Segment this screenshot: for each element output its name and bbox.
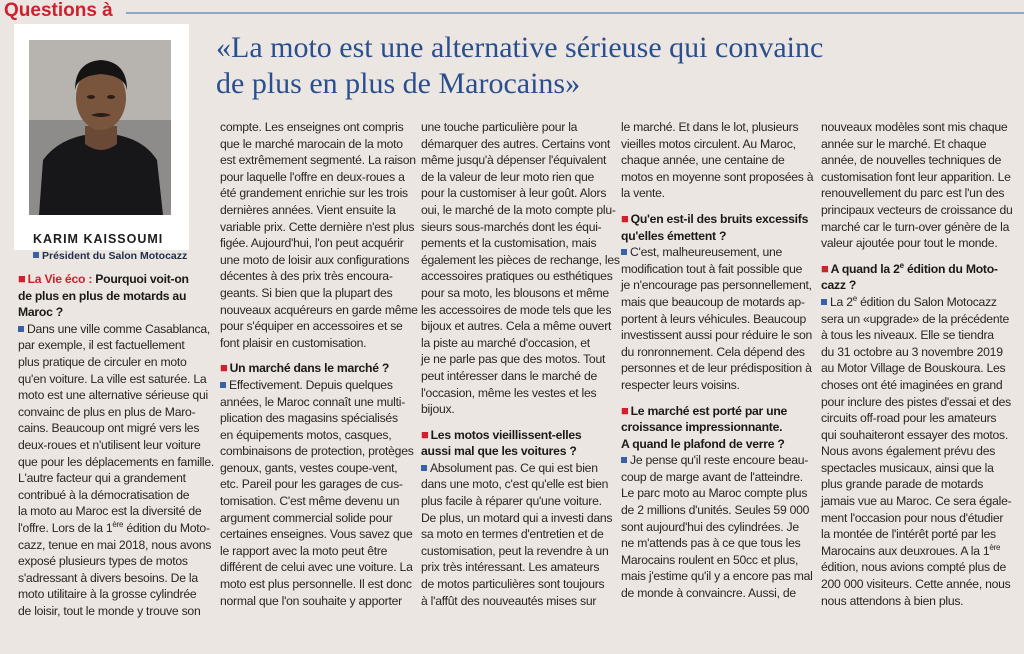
text-line: été grandement enrichie sur les trois bbox=[220, 186, 408, 201]
red-square-bullet-icon: ■ bbox=[220, 360, 228, 376]
text-line: de 2 millions d'unités. Seules 59 000 bbox=[621, 503, 810, 518]
text-line: Marocains roulent en 50cc et plus, bbox=[621, 552, 799, 567]
text-line: plus facile à réparer qu'une voiture. bbox=[421, 494, 602, 509]
interviewee-name: KARIM KAISSOUMI bbox=[33, 232, 164, 246]
question-2 bbox=[220, 360, 406, 377]
column-5 bbox=[821, 119, 1011, 609]
text-line: mais j'estime qu'il y a encore pas mal bbox=[621, 569, 813, 584]
text-line: du 31 octobre au 3 novembre 2019 bbox=[821, 344, 1003, 359]
text-line: de monde à convaincre. Aussi, de bbox=[621, 586, 796, 601]
answer-line bbox=[621, 452, 807, 469]
text-line: normal que l'on souhaite y apporter bbox=[220, 593, 402, 608]
text-line: motos en moyenne sont proposées à bbox=[621, 169, 814, 184]
role-text: Président du Salon Motocazz bbox=[42, 250, 188, 262]
text-line: qui souhaiteront essayer des motos. bbox=[821, 427, 1009, 442]
text-line: qu'en voiture. La ville est saturée. La bbox=[18, 371, 207, 386]
red-square-bullet-icon: ■ bbox=[621, 402, 629, 418]
text-line: contribué à la démocratisation de bbox=[18, 487, 190, 502]
headline-line-1: «La moto est une alternative sérieuse qui convainc bbox=[216, 31, 824, 64]
text-line: différent de celui avec une voiture. La bbox=[220, 560, 413, 575]
text-line: pour laquelle l'offre en deux-roues a bbox=[220, 169, 405, 184]
text-line: Je pense qu'il reste encoure beau- bbox=[630, 453, 809, 468]
text-line: est extrêmement segmenté. La raison bbox=[220, 153, 416, 168]
question-4 bbox=[621, 211, 807, 228]
text-line: nouveaux acquéreurs en garde même bbox=[220, 302, 418, 317]
text-line: bijoux et autres. Cela a même ouvert bbox=[421, 319, 612, 334]
spacer bbox=[220, 351, 406, 360]
red-square-bullet-icon: ■ bbox=[621, 210, 629, 226]
text-line: pour inclure des pistes d'essai et des bbox=[821, 394, 1011, 409]
red-square-bullet-icon: ■ bbox=[18, 271, 26, 286]
text-line: le marché. Et dans le lot, plusieurs bbox=[621, 120, 799, 134]
text-line: figée. Aujourd'hui, l'on peut acquérir bbox=[220, 236, 404, 251]
text-line: renouvellement du parc est l'un des bbox=[821, 186, 1005, 201]
blue-square-bullet-icon bbox=[621, 249, 627, 255]
text-line: Dans une ville comme Casablanca, bbox=[27, 321, 211, 336]
text-line: geants. Si bien que la plupart des bbox=[220, 285, 393, 300]
text-line: convainc de plus en plus de Maro- bbox=[18, 404, 196, 419]
question-prefix: La Vie éco : bbox=[27, 272, 93, 286]
text-line: Absolument pas. Ce qui est bien bbox=[430, 460, 598, 475]
text-line: de motos particulières sont toujours bbox=[421, 577, 605, 592]
text-line: L'autre facteur qui a grandement bbox=[18, 471, 186, 486]
text-line: la montée de l'intérêt porté par les bbox=[821, 527, 996, 542]
text-line: compte. Les enseignes ont compris bbox=[220, 120, 404, 134]
question-6 bbox=[821, 261, 1011, 278]
spacer bbox=[621, 202, 807, 211]
text-line: certaines enseignes. Vous savez que bbox=[220, 527, 413, 542]
text-line: l'occasion, même les vestes et les bbox=[421, 385, 597, 400]
text-line: plication des magasins spécialisés bbox=[220, 411, 398, 426]
text-line: sieurs sous-marchés dont les équi- bbox=[421, 219, 602, 234]
red-square-bullet-icon: ■ bbox=[421, 426, 429, 442]
text-line: une moto de loisir aux configurations bbox=[220, 252, 410, 267]
text-line: exposé plusieurs types de motos bbox=[18, 554, 188, 569]
text-line: bijoux. bbox=[421, 402, 455, 417]
text-line: 200 000 visiteurs. Cette année, nous bbox=[821, 577, 1011, 592]
text-part: l'offre. Lors de la 1 bbox=[18, 520, 113, 535]
column-4 bbox=[621, 119, 814, 602]
blue-square-bullet-icon bbox=[621, 457, 627, 463]
header-rule bbox=[126, 12, 1024, 14]
text-line: je ne parle pas que des motos. Tout bbox=[421, 352, 606, 367]
answer-line bbox=[621, 244, 807, 261]
answer-line bbox=[421, 460, 607, 477]
text-line: respecter leurs voisins. bbox=[621, 377, 740, 392]
answer-line bbox=[220, 377, 406, 394]
question-5 bbox=[621, 403, 807, 420]
portrait-illustration bbox=[29, 40, 171, 215]
text-line bbox=[821, 543, 1011, 560]
text-line: dernières années. Vient ensuite la bbox=[220, 202, 396, 217]
text-line: le rapport avec la moto peut être bbox=[220, 543, 388, 558]
column-3 bbox=[421, 119, 620, 609]
text-line: que le marché marocain de la moto bbox=[220, 136, 403, 151]
question-text: A quand le plafond de verre ? bbox=[621, 436, 785, 451]
text-line: variable prix. Cette dernière n'est plus bbox=[220, 219, 415, 234]
text-line: en équipements motos, casques, bbox=[220, 427, 392, 442]
text-line: vieilles motos circulent. Au Maroc, bbox=[621, 136, 796, 151]
text-line: chaque année, une centaine de bbox=[621, 153, 785, 168]
answer-line bbox=[821, 294, 1011, 311]
text-line: spectacles musicaux, ainsi que la bbox=[821, 460, 994, 475]
text-line: cains. Beaucoup ont migré vers les bbox=[18, 421, 200, 436]
text-line: portent à leurs véhicules. Beaucoup bbox=[621, 311, 807, 326]
text-part: édition du Salon Motocazz bbox=[856, 294, 997, 309]
question-text: édition du Moto- bbox=[903, 261, 998, 276]
text-line: circuits off-road pour les amateurs bbox=[821, 411, 997, 426]
text-part: La 2 bbox=[830, 294, 853, 309]
question-text: Les motos vieillissent-elles bbox=[430, 427, 582, 442]
text-line: investissent aussi pour réduire le son bbox=[621, 328, 813, 343]
text-line: ne m'attends pas à ce que tous les bbox=[621, 536, 801, 551]
text-line: peut intéresser dans le marché de bbox=[421, 368, 598, 383]
square-bullet-icon bbox=[33, 252, 39, 258]
spacer bbox=[821, 252, 1011, 261]
column-1 bbox=[18, 271, 215, 619]
text-line: cazz, tenue en mai 2018, nous avons bbox=[18, 537, 212, 552]
text-line: pements et la customisation, mais bbox=[421, 236, 597, 251]
text-line: deux-roues et n'utilisent leur voiture bbox=[18, 437, 201, 452]
text-line: moto est plus personnelle. Il est donc bbox=[220, 577, 412, 592]
text-line: Effectivement. Depuis quelques bbox=[229, 377, 393, 392]
text-line: au Motor Village de Bouskoura. Les bbox=[821, 361, 1006, 376]
text-line: principaux vecteurs de croissance du bbox=[821, 202, 1013, 217]
text-line: Nous avons également prévu des bbox=[821, 444, 996, 459]
text-part: édition du Moto- bbox=[123, 520, 210, 535]
text-line: par exemple, il est factuellement bbox=[18, 338, 185, 353]
question-text: A quand la 2 bbox=[830, 261, 900, 276]
text-line: une touche particulière pour la bbox=[421, 120, 578, 134]
text-line: dans une moto, c'est qu'elle est bien bbox=[421, 477, 609, 492]
question-1-text: Pourquoi voit-on bbox=[92, 272, 189, 286]
text-line: plus grande parade de motards bbox=[821, 477, 984, 492]
text-line: sa moto en termes d'entretien et de bbox=[421, 527, 604, 542]
question-text: qu'elles émettent ? bbox=[621, 228, 727, 243]
text-line: Le parc moto au Maroc compte plus bbox=[621, 486, 808, 501]
question-text: Un marché dans le marché ? bbox=[229, 361, 390, 376]
red-square-bullet-icon: ■ bbox=[821, 260, 829, 276]
blue-square-bullet-icon bbox=[18, 326, 24, 332]
text-line: prix très intéressant. Les amateurs bbox=[421, 560, 600, 575]
text-line: modification tout à fait possible que bbox=[621, 261, 803, 276]
superscript: ère bbox=[989, 542, 1001, 552]
text-line: jamais vue au Maroc. Ce sera égale- bbox=[821, 494, 1012, 509]
text-line: sera un «upgrade» de la précédente bbox=[821, 311, 1010, 326]
text-line: choses ont été imaginées en grand bbox=[821, 377, 1003, 392]
text-line: pour la customiser à leur goût. Alors bbox=[421, 186, 607, 201]
text-line: années, le Maroc connaît une multi- bbox=[220, 394, 406, 409]
text-line: même jusqu'à dépenser l'équivalent bbox=[421, 153, 607, 168]
text-line: édition, nous avions compté plus de bbox=[821, 560, 1007, 575]
superscript: e bbox=[852, 293, 857, 303]
text-line: tomisation. C'est même devenu un bbox=[220, 494, 400, 509]
text-line: combinaisons de protection, protèges bbox=[220, 444, 414, 459]
text-line: la vente. bbox=[621, 186, 665, 201]
question-text: Le marché est porté par une bbox=[630, 403, 788, 418]
text-line: oui, le marché de la moto compte plu- bbox=[421, 202, 616, 217]
question-1 bbox=[18, 271, 210, 288]
text-line: pour sa moto, les blousons et même bbox=[421, 285, 609, 300]
text-line: que pour les déplacements en famille. bbox=[18, 454, 215, 469]
superscript: ère bbox=[112, 519, 124, 529]
text-line: font plaisir en customisation. bbox=[220, 335, 367, 350]
text-line: à l'affût des nouveautés mises sur bbox=[421, 593, 597, 608]
headline bbox=[216, 30, 1016, 102]
text-line: la moto au Maroc est la diversité de bbox=[18, 504, 202, 519]
text-line: customisation, peut la revendre à un bbox=[421, 543, 609, 558]
text-line: coup de marge avant de l'atteindre. bbox=[621, 469, 803, 484]
blue-square-bullet-icon bbox=[220, 382, 226, 388]
blue-square-bullet-icon bbox=[821, 299, 827, 305]
text-line: C'est, malheureusement, une bbox=[630, 245, 783, 260]
blue-square-bullet-icon bbox=[421, 465, 427, 471]
text-line: moto utilitaire à la grosse cylindrée bbox=[18, 587, 197, 602]
text-line: moto est une alternative sérieuse qui bbox=[18, 388, 208, 403]
text-line: la piste au marché d'occasion, et bbox=[421, 335, 590, 350]
text-line: customisation font leur apparition. Le bbox=[821, 169, 1011, 184]
section-label: Questions à bbox=[4, 0, 113, 21]
text-line: marché car le turn-over génère de la bbox=[821, 219, 1010, 234]
text-line: sont aujourd'hui des cylindrées. Je bbox=[621, 519, 799, 534]
question-text: Qu'en est-il des bruits excessifs bbox=[630, 211, 809, 226]
text-line: décentes à des prix très encoura- bbox=[220, 269, 393, 284]
text-line: mais que beaucoup de motards ap- bbox=[621, 294, 805, 309]
text-line: s'adressant à divers besoins. De la bbox=[18, 570, 198, 585]
spacer bbox=[421, 418, 607, 427]
portrait-box bbox=[14, 24, 189, 262]
interviewee-role bbox=[33, 250, 187, 262]
text-line: de plus en plus de motards au bbox=[18, 288, 187, 303]
superscript: e bbox=[899, 260, 904, 270]
text-line: du ronronnement. Cela dépend des bbox=[621, 344, 805, 359]
text-line: argument commercial solide pour bbox=[220, 510, 393, 525]
text-line: ment l'occasion pour nous d'étudier bbox=[821, 510, 1004, 525]
text-line: personnes et de leur prédisposition à bbox=[621, 361, 812, 376]
text-line bbox=[18, 520, 210, 537]
text-line: démarquer des autres. Certains vont bbox=[421, 136, 611, 151]
question-3 bbox=[421, 427, 607, 444]
text-line: etc. Pareil pour les garages de cus- bbox=[220, 477, 403, 492]
text-line: pour s'équiper en accessoires et se bbox=[220, 319, 403, 334]
text-line: nouveaux modèles sont mis chaque bbox=[821, 120, 1008, 134]
text-line: nous attendons à bien plus. bbox=[821, 593, 964, 608]
text-line: les accessoires de mode tels que les bbox=[421, 302, 612, 317]
question-text: aussi mal que les voitures ? bbox=[421, 444, 577, 459]
text-line: de la valeur de leur moto rien que bbox=[421, 169, 595, 184]
column-2 bbox=[220, 119, 418, 609]
text-line: De plus, un motard qui a investi dans bbox=[421, 510, 613, 525]
text-line: à tous les niveaux. Elle se tiendra bbox=[821, 328, 994, 343]
text-part: Marocains aux deuxroues. A la 1 bbox=[821, 543, 990, 558]
question-text: croissance impressionnante. bbox=[621, 420, 783, 435]
text-line: genoux, gants, vestes coupe-vent, bbox=[220, 460, 398, 475]
text-line: année sur le marché. Et chaque bbox=[821, 136, 987, 151]
spacer bbox=[621, 394, 807, 403]
question-text: cazz ? bbox=[821, 278, 857, 293]
text-line: année, de nouvelles techniques de bbox=[821, 153, 1002, 168]
answer-1-line bbox=[18, 321, 210, 338]
text-line: Maroc ? bbox=[18, 305, 63, 320]
text-line: également les pièces de rechange, les bbox=[421, 252, 620, 267]
portrait-photo bbox=[29, 40, 171, 215]
text-line: je n'encourage pas personnellement, bbox=[621, 278, 812, 293]
headline-line-2: de plus en plus de Marocains» bbox=[216, 67, 581, 100]
text-line: accessoires pratiques ou esthétiques bbox=[421, 269, 613, 284]
text-line: plus pratique de circuler en moto bbox=[18, 354, 187, 369]
text-line: de loisir, tout le monde y trouve son bbox=[18, 603, 201, 618]
text-line: valeur ajoutée pour tout le monde. bbox=[821, 236, 998, 251]
